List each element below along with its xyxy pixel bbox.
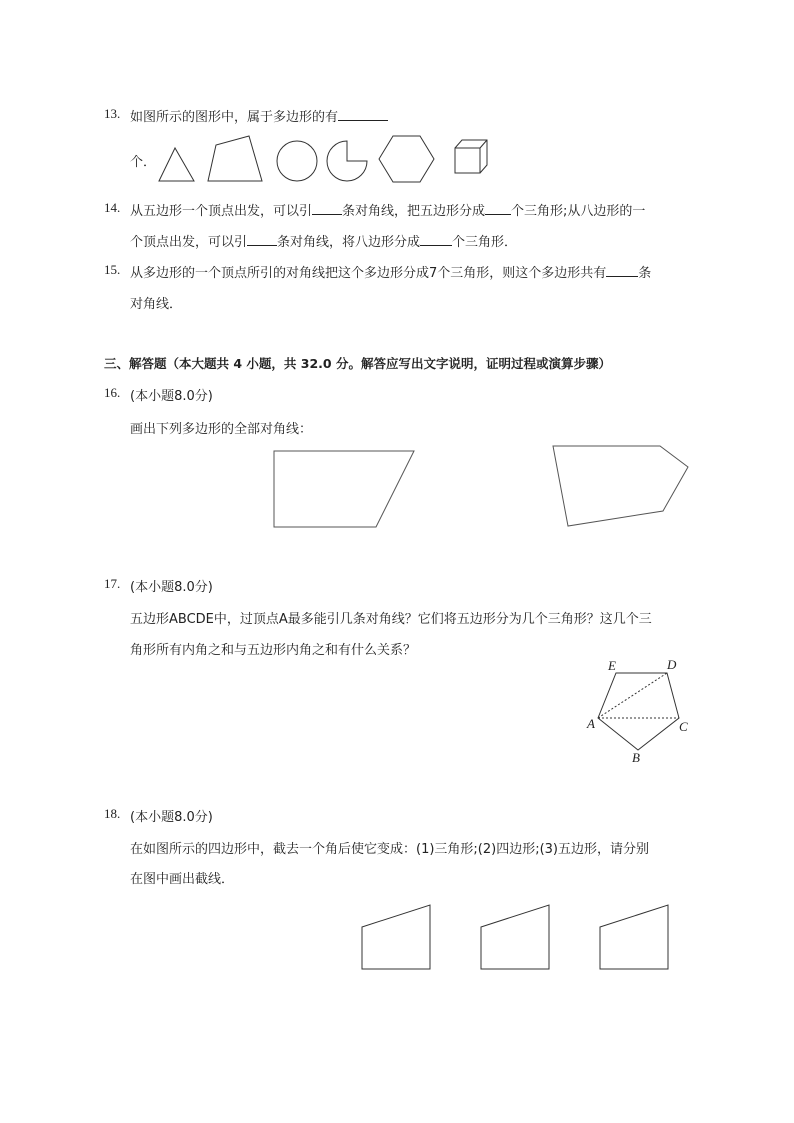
q14-part3: 个三角形;从八边形的一 [511,204,646,219]
label-a: A [587,716,595,731]
q18-quadrilateral-1 [362,905,430,969]
q14-part1: 从五边形一个顶点出发，可以引 [130,204,313,219]
q13-number: 13. [104,106,121,121]
q15-part2: 条 [638,266,652,281]
q15-part1: 从多边形的一个顶点所引的对角线把这个多边形分成7个三角形，则这个多边形共有 [130,266,607,281]
label-d: D [667,657,677,672]
q14-part5: 条对角线，将八边形分成 [277,235,421,250]
q14-number: 14. [104,200,121,215]
q18-line2: 在图中画出截线． [130,872,235,887]
q16-number: 16. [104,385,121,400]
q17-line2: 角形所有内角之和与五边形内角之和有什么关系？ [130,643,417,658]
q18-score: (本小题8.0分) [130,810,213,825]
q18-quadrilateral-3 [600,905,668,969]
q16-score: (本小题8.0分) [130,389,213,404]
q15-number: 15. [104,262,121,277]
q15-line2: 对角线． [130,297,183,312]
q18-quadrilateral-2 [481,905,549,969]
q13-stem: 如图所示的图形中，属于多边形的有 [130,110,339,125]
q14-part2: 条对角线，把五边形分成 [342,204,486,219]
label-b: B [632,750,640,765]
q13-tail: 个． [130,155,157,170]
q17-number: 17. [104,576,121,591]
q14-part6: 个三角形． [452,235,518,250]
q16-text: 画出下列多边形的全部对角线： [130,422,313,437]
q17-score: (本小题8.0分) [130,580,213,595]
label-c: C [679,719,688,734]
q18-line1: 在如图所示的四边形中，截去一个角后使它变成：(1)三角形;(2)四边形;(3)五边形，请分别 [130,842,650,857]
q17-line1: 五边形ABCDE中，过顶点A最多能引几条对角线？它们将五边形分为几个三角形？这几个三 [130,612,652,627]
section-title: 三、解答题（本大题共 4 小题，共 32.0 分。解答应写出文字说明，证明过程或演算步骤） [104,356,611,371]
q14-part4: 个顶点出发，可以引 [130,235,248,250]
q18-number: 18. [104,806,121,821]
label-e: E [608,658,616,673]
